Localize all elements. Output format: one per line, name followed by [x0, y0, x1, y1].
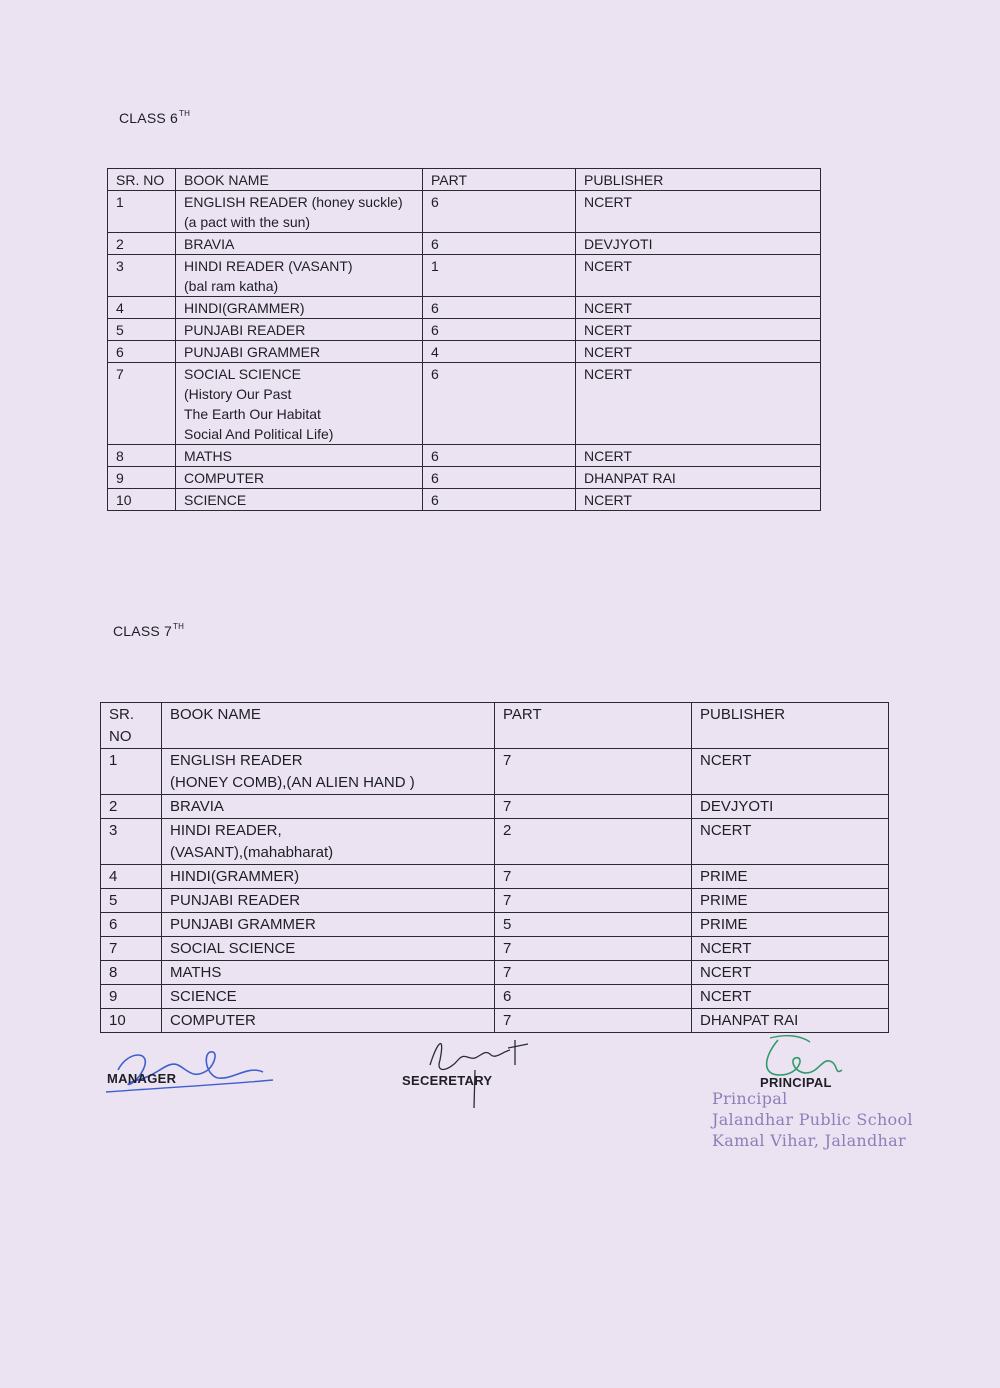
part-cell: 6: [423, 363, 576, 445]
book-name-cell: [162, 819, 495, 865]
book-name-line: SOCIAL SCIENCE: [170, 940, 296, 957]
publisher-cell: NCERT: [576, 255, 821, 297]
header-part: PART: [495, 703, 692, 749]
book-name-cell: [162, 937, 495, 961]
book-name-cell: [176, 191, 423, 233]
table-row: [101, 913, 889, 937]
class6-heading: CLASS 6TH: [119, 109, 191, 126]
book-name-cell: [176, 467, 423, 489]
publisher-cell: DEVJYOTI: [576, 233, 821, 255]
publisher-cell: DHANPAT RAI: [576, 467, 821, 489]
part-cell: 6: [495, 985, 692, 1009]
sr-no-cell: 2: [101, 795, 162, 819]
part-cell: 7: [495, 889, 692, 913]
publisher-cell: PRIME: [692, 889, 889, 913]
book-name-line: HINDI(GRAMMER): [170, 868, 300, 885]
book-name-line: PUNJABI READER: [184, 322, 306, 338]
book-name-line: PUNJABI GRAMMER: [170, 916, 316, 933]
book-name-line: COMPUTER: [170, 1012, 256, 1029]
header-sr-no: SR. NO: [101, 703, 162, 749]
publisher-cell: NCERT: [692, 985, 889, 1009]
class6-book-table: [107, 168, 821, 511]
publisher-cell: NCERT: [576, 489, 821, 511]
part-cell: 6: [423, 489, 576, 511]
sr-no-cell: 7: [101, 937, 162, 961]
table-row: [108, 319, 821, 341]
table-row: [101, 865, 889, 889]
part-cell: 4: [423, 341, 576, 363]
header-sr-no: SR. NO: [108, 169, 176, 191]
table-row: [101, 985, 889, 1009]
sr-no-cell: 10: [108, 489, 176, 511]
table-row: [108, 445, 821, 467]
book-name-cell: [162, 865, 495, 889]
book-name-line: HINDI(GRAMMER): [184, 300, 305, 316]
book-name-line: SOCIAL SCIENCE: [184, 366, 301, 382]
sr-no-cell: 6: [108, 341, 176, 363]
publisher-cell: NCERT: [576, 297, 821, 319]
part-cell: 6: [423, 445, 576, 467]
table-row: [101, 819, 889, 865]
sr-no-cell: 6: [101, 913, 162, 937]
sr-no-cell: 5: [101, 889, 162, 913]
book-name-cell: [162, 749, 495, 795]
book-name-cell: [176, 255, 423, 297]
book-name-line: PUNJABI GRAMMER: [184, 344, 321, 360]
book-name-cell: [176, 445, 423, 467]
book-name-line: MATHS: [170, 964, 222, 981]
book-name-cell: [162, 795, 495, 819]
publisher-cell: NCERT: [692, 961, 889, 985]
book-name-cell: [176, 319, 423, 341]
publisher-cell: PRIME: [692, 913, 889, 937]
book-name-line: HINDI READER,: [170, 822, 282, 839]
table-row: [101, 1009, 889, 1033]
secretary-signature-scribble: [420, 1030, 560, 1110]
publisher-cell: NCERT: [576, 191, 821, 233]
book-name-line: (bal ram katha): [184, 278, 279, 294]
publisher-cell: NCERT: [576, 363, 821, 445]
publisher-cell: NCERT: [692, 937, 889, 961]
table-row: [108, 341, 821, 363]
part-cell: 6: [423, 319, 576, 341]
sr-no-cell: 4: [108, 297, 176, 319]
book-name-line: (History Our Past: [184, 386, 292, 402]
header-part: PART: [423, 169, 576, 191]
publisher-cell: PRIME: [692, 865, 889, 889]
table-row: [101, 937, 889, 961]
book-name-line: (HONEY COMB),(AN ALIEN HAND ): [170, 774, 415, 791]
school-stamp: Principal Jalandhar Public School Kamal Vihar, Jalandhar: [712, 1089, 913, 1150]
book-name-cell: [162, 913, 495, 937]
book-name-line: Social And Political Life): [184, 426, 334, 442]
header-book-name: BOOK NAME: [162, 703, 495, 749]
table-row: [108, 489, 821, 511]
sr-no-cell: 3: [101, 819, 162, 865]
table-row: [108, 255, 821, 297]
book-name-line: ENGLISH READER (honey suckle): [184, 194, 403, 210]
part-cell: 7: [495, 795, 692, 819]
book-name-cell: [162, 889, 495, 913]
part-cell: 6: [423, 233, 576, 255]
header-publisher: PUBLISHER: [692, 703, 889, 749]
table-row: [108, 191, 821, 233]
sr-no-cell: 1: [101, 749, 162, 795]
book-name-line: BRAVIA: [170, 798, 224, 815]
sr-no-cell: 7: [108, 363, 176, 445]
book-name-line: PUNJABI READER: [170, 892, 301, 909]
part-cell: 1: [423, 255, 576, 297]
book-name-line: The Earth Our Habitat: [184, 406, 321, 422]
book-name-cell: [176, 341, 423, 363]
table-row: [108, 363, 821, 445]
book-name-cell: [176, 233, 423, 255]
book-name-line: (a pact with the sun): [184, 214, 311, 230]
book-name-line: BRAVIA: [184, 236, 235, 252]
table-row: [101, 749, 889, 795]
sr-no-cell: 2: [108, 233, 176, 255]
sr-no-cell: 3: [108, 255, 176, 297]
publisher-cell: DHANPAT RAI: [692, 1009, 889, 1033]
publisher-cell: NCERT: [576, 445, 821, 467]
class7-heading: CLASS 7TH: [113, 622, 185, 639]
publisher-cell: NCERT: [692, 819, 889, 865]
book-name-line: (VASANT),(mahabharat): [170, 844, 334, 861]
part-cell: 6: [423, 467, 576, 489]
table-header-row: [101, 703, 889, 749]
book-name-line: HINDI READER (VASANT): [184, 258, 353, 274]
part-cell: 6: [423, 297, 576, 319]
book-name-line: COMPUTER: [184, 470, 265, 486]
book-name-cell: [162, 1009, 495, 1033]
class7-table-body: [101, 749, 889, 1033]
sr-no-cell: 8: [101, 961, 162, 985]
manager-label: MANAGER: [107, 1071, 177, 1086]
secretary-label: SECERETARY: [402, 1073, 493, 1088]
table-row: [108, 233, 821, 255]
publisher-cell: NCERT: [576, 319, 821, 341]
part-cell: 7: [495, 1009, 692, 1033]
class6-table-body: [108, 191, 821, 511]
table-row: [101, 961, 889, 985]
publisher-cell: NCERT: [576, 341, 821, 363]
table-row: [108, 297, 821, 319]
book-name-cell: [162, 961, 495, 985]
manager-signature-scribble: [98, 1040, 288, 1100]
part-cell: 2: [495, 819, 692, 865]
publisher-cell: DEVJYOTI: [692, 795, 889, 819]
header-publisher: PUBLISHER: [576, 169, 821, 191]
book-name-cell: [176, 297, 423, 319]
sr-no-cell: 5: [108, 319, 176, 341]
sr-no-cell: 9: [108, 467, 176, 489]
header-book-name: BOOK NAME: [176, 169, 423, 191]
sr-no-cell: 9: [101, 985, 162, 1009]
part-cell: 7: [495, 937, 692, 961]
sr-no-cell: 10: [101, 1009, 162, 1033]
part-cell: 7: [495, 865, 692, 889]
part-cell: 6: [423, 191, 576, 233]
book-name-line: SCIENCE: [170, 988, 237, 1005]
publisher-cell: NCERT: [692, 749, 889, 795]
book-name-cell: [176, 489, 423, 511]
part-cell: 7: [495, 961, 692, 985]
part-cell: 5: [495, 913, 692, 937]
book-name-cell: [162, 985, 495, 1009]
book-name-line: ENGLISH READER: [170, 752, 303, 769]
sr-no-cell: 1: [108, 191, 176, 233]
book-name-cell: [176, 363, 423, 445]
table-row: [108, 467, 821, 489]
table-header-row: [108, 169, 821, 191]
table-row: [101, 795, 889, 819]
principal-label: PRINCIPAL: [760, 1075, 832, 1090]
table-row: [101, 889, 889, 913]
book-name-line: MATHS: [184, 448, 232, 464]
part-cell: 7: [495, 749, 692, 795]
sr-no-cell: 8: [108, 445, 176, 467]
class7-book-table: [100, 702, 889, 1033]
book-name-line: SCIENCE: [184, 492, 247, 508]
sr-no-cell: 4: [101, 865, 162, 889]
